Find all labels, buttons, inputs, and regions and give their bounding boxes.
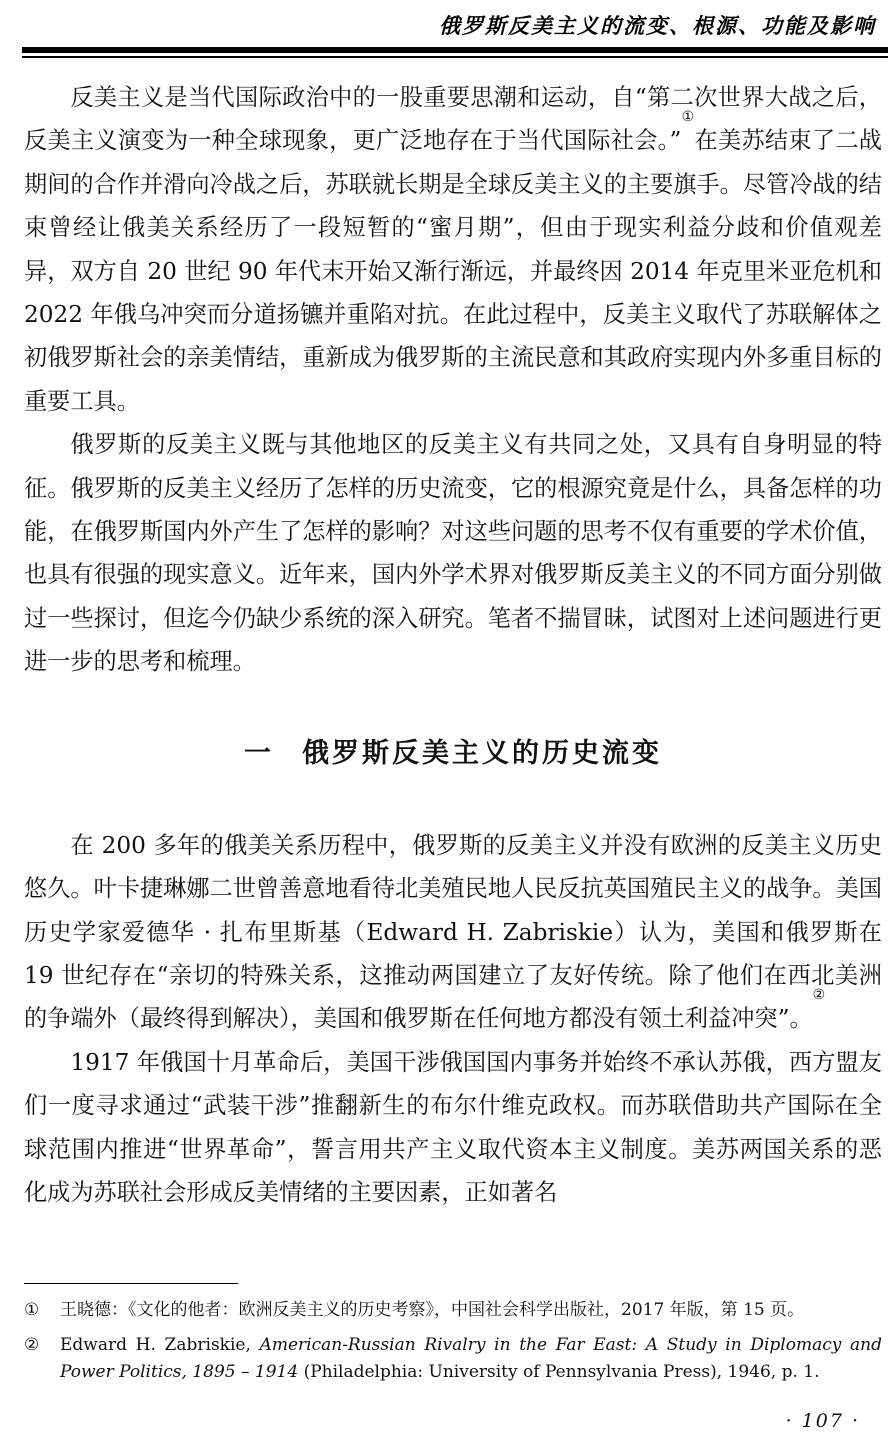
section-number: 一	[244, 737, 274, 769]
running-title: 俄罗斯反美主义的流变、根源、功能及影响	[439, 14, 876, 38]
footnote-text	[60, 1332, 882, 1386]
paragraph-2: 俄罗斯的反美主义既与其他地区的反美主义有共同之处，又具有自身明显的特征。俄罗斯的反美主义经历了怎样的历史流变，它的根源究竟是什么，具备怎样的功能，在俄罗斯国内外产生了怎样的影响？对这些问题的思考不仅有重要的学术价值，也具有很强的现实意义。近年来，国内外学术界对俄罗斯反美主义的不同方面分别做过一些探讨，但迄今仍缺少系统的深入研究。笔者不揣冒昧，试图对上述问题进行更进一步的思考和梳理。	[24, 431, 882, 676]
header-rule-thick	[22, 47, 888, 53]
section-heading	[24, 732, 882, 776]
footnote-mark: ②	[24, 1335, 40, 1355]
footnote-publisher: (Philadelphia: University of Pennsylvania Press), 1946, p. 1.	[303, 1362, 820, 1382]
footnote-ref-1[interactable]: ①	[681, 109, 695, 126]
paragraph-1-part-a: 反美主义是当代国际政治中的一股重要思潮和运动，自“第二次世界大战之后，反美主义演变为一种全球现象，更广泛地存在于当代国际社会。”	[24, 84, 882, 155]
page-number: · 107 ·	[785, 1410, 860, 1432]
footnote-author: Edward H. Zabriskie,	[60, 1335, 251, 1355]
header-rule-thin	[22, 56, 888, 58]
footnote-book-title: American-Russian Rivalry in the Far East: A Study in Diplomacy and Power Politics, 1895 – 1914	[60, 1335, 883, 1382]
paragraph-1-part-b: 在美苏结束了二战期间的合作并滑向冷战之后，苏联就长期是全球反美主义的主要旗手。尽管冷战的结束曾经让俄美关系经历了一段短暂的“蜜月期”，但由于现实利益分歧和价值观差异，双方自 20 世纪 90 年代末开始又渐行渐远，并最终因 2014 年克里米亚危机和 2022 年俄乌冲突而分道扬镳并重陷对抗。在此过程中，反美主义取代了苏联解体之初俄罗斯社会的亲美情结，重新成为俄罗斯的主流民意和其政府实现内外多重目标的重要工具。	[24, 127, 882, 415]
footnote-mark: ①	[24, 1300, 40, 1320]
paragraph-3-text: 在 200 多年的俄美关系历程中，俄罗斯的反美主义并没有欧洲的反美主义历史悠久。叶卡捷琳娜二世曾善意地看待北美殖民地人民反抗英国殖民主义的战争。美国历史学家爱德华 · 扎布里斯基（Edward H. Zabriskie）认为，美国和俄罗斯在 19 世纪存在“亲切的特殊关系，这推动两国建立了友好传统。除了他们在西北美洲的争端外（最终得到解决），美国和俄罗斯在任何地方都没有领土利益冲突”。	[24, 831, 882, 1033]
footnote-2	[24, 1332, 882, 1386]
footnote-1	[24, 1297, 882, 1324]
footnotes	[24, 1297, 882, 1394]
body-text	[24, 76, 882, 1214]
footnote-rule	[24, 1283, 238, 1284]
footnote-text: 王晓德：《文化的他者：欧洲反美主义的历史考察》，中国社会科学出版社，2017 年版，第 15 页。	[60, 1300, 805, 1320]
section-title: 俄罗斯反美主义的历史流变	[302, 737, 662, 769]
footnote-ref-2[interactable]: ②	[812, 987, 826, 1004]
paragraph-1	[24, 76, 882, 423]
paragraph-4: 1917 年俄国十月革命后，美国干涉俄国国内事务并始终不承认苏俄，西方盟友们一度寻求通过“武装干涉”推翻新生的布尔什维克政权。而苏联借助共产国际在全球范围内推进“世界革命”，誓言用共产主义取代资本主义制度。美苏两国关系的恶化成为苏联社会形成反美情绪的主要因素，正如著名	[24, 1048, 882, 1206]
paragraph-3	[24, 824, 882, 1041]
